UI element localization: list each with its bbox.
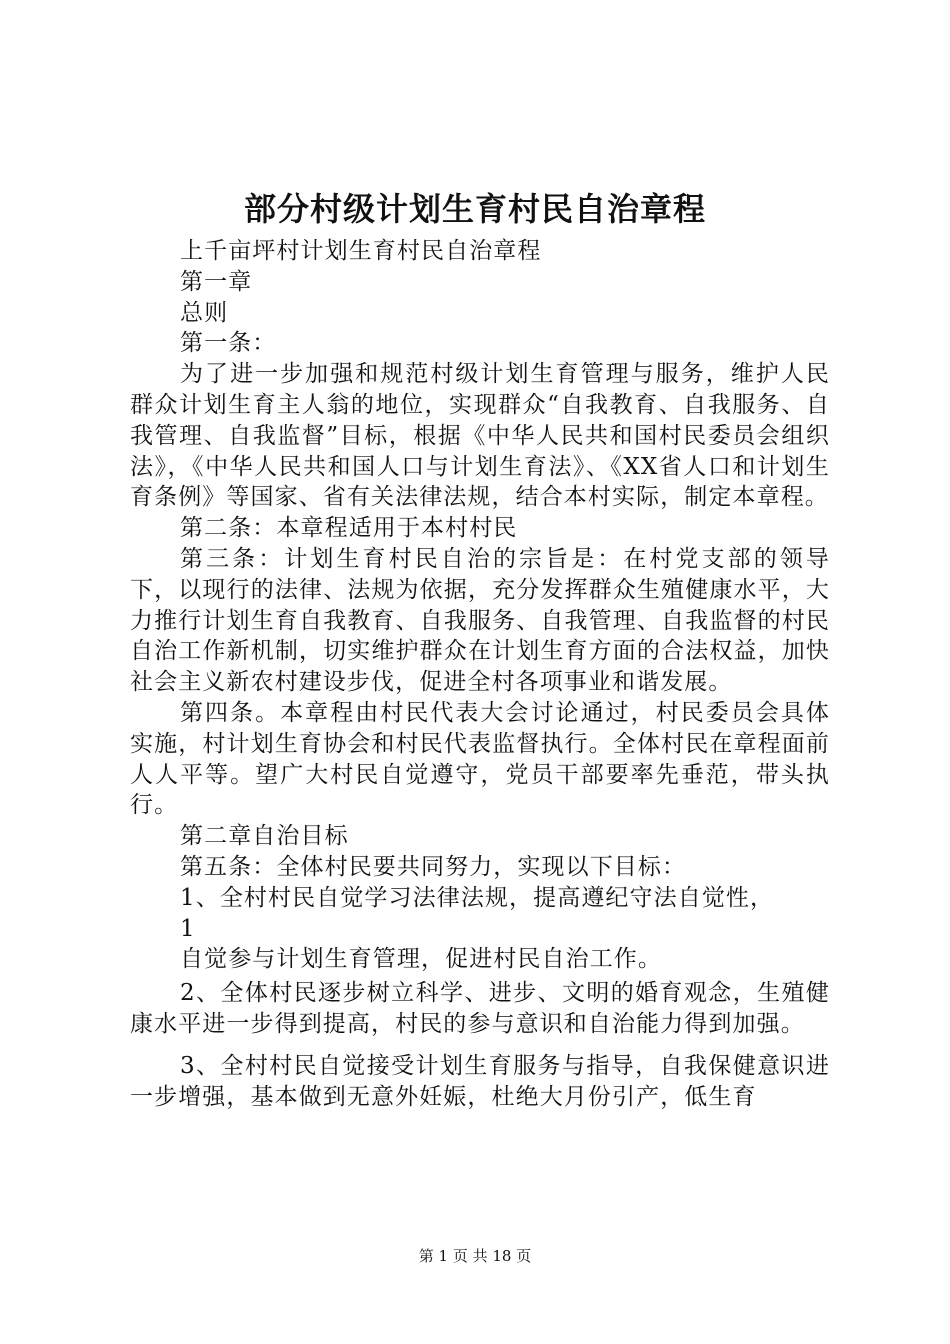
- goal-1: 1、全村村民自觉学习法律法规，提高遵纪守法自觉性，: [180, 884, 775, 911]
- chapter-1-title: 总则: [180, 299, 229, 326]
- article-3: 第三条：计划生育村民自治的宗旨是：在村党支部的领导下，以现行的法律、法规为依据，充分发挥群众生殖健康水平，大力推行计划生育自我教育、自我服务、自我管理、自我监督的村民自治工作新机制，切实维护群众在计划生育方面的合法权益，加快社会主义新农村建设步伐，促进全村各项事业和谐发展。: [130, 545, 830, 696]
- document-body: [130, 236, 830, 1112]
- article-1-text: 为了进一步加强和规范村级计划生育管理与服务，维护人民群众计划生育主人翁的地位，实现群众“自我教育、自我服务、自我管理、自我监督”目标，根据《中华人民共和国村民委员会组织法》，《中华人民共和国人口与计划生育法》、《XX省人口和计划生育条例》等国家、省有关法律法规，结合本村实际，制定本章程。: [130, 361, 830, 511]
- goal-2: 2、全体村民逐步树立科学、进步、文明的婚育观念，生殖健康水平进一步得到提高，村民的参与意识和自治能力得到加强。: [130, 980, 830, 1037]
- article-5: 第五条：全体村民要共同努力，实现以下目标：: [180, 853, 687, 880]
- goal-3: 3、全村村民自觉接受计划生育服务与指导，自我保健意识进一步增强，基本做到无意外妊娠，杜绝大月份引产，低生育: [130, 1052, 830, 1110]
- chapter-1-heading: 第一章: [180, 268, 253, 295]
- document-subtitle: 上千亩坪村计划生育村民自治章程: [180, 238, 542, 264]
- article-2: 第二条：本章程适用于本村村民: [180, 515, 518, 542]
- article-1-heading: 第一条：: [180, 330, 277, 357]
- goal-1-continued: 自觉参与计划生育管理，促进村民自治工作。: [180, 946, 662, 973]
- page-footer: 第 1 页 共 18 页: [418, 1247, 532, 1265]
- article-4: 第四条。本章程由村民代表大会讨论通过，村民委员会具体实施，村计划生育协会和村民代表监督执行。全体村民在章程面前人人平等。望广大村民自觉遵守，党员干部要率先垂范，带头执行。: [130, 699, 830, 819]
- document-title: 部分村级计划生育村民自治章程: [243, 190, 706, 228]
- goal-1-marker: 1: [180, 915, 196, 942]
- chapter-2-heading: 第二章自治目标: [180, 823, 349, 850]
